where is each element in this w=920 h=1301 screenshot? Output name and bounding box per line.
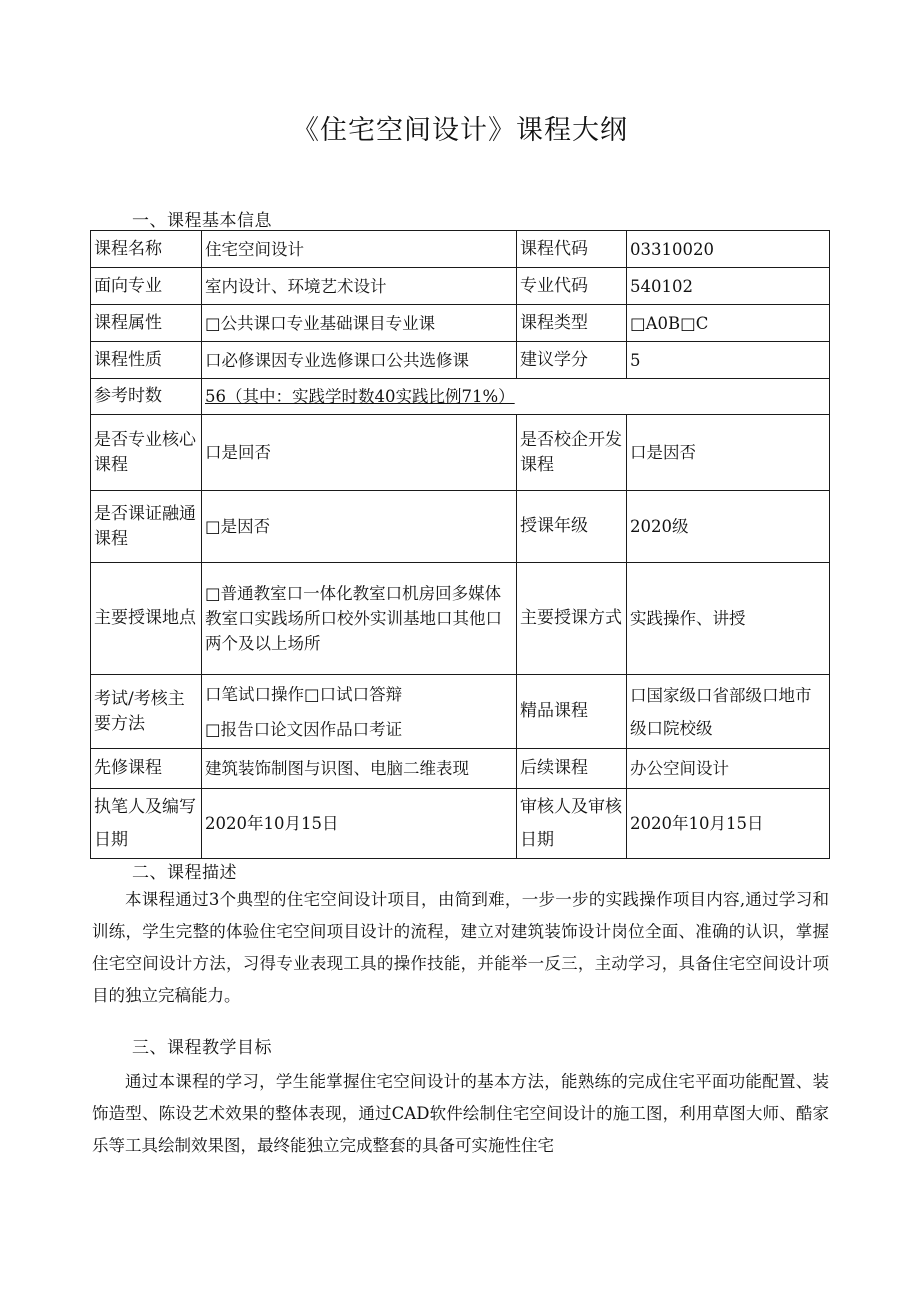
certificate-integration-value: □是因否 [202,491,517,563]
assessment-method-label: 考试/考核主要方法 [91,675,202,749]
course-attribute-value: □公共课口专业基础课目专业课 [202,305,517,342]
course-name-label: 课程名称 [91,231,202,268]
major-code-label: 专业代码 [517,268,627,305]
teaching-method-label: 主要授课方式 [517,563,627,675]
major-value: 室内设计、环境艺术设计 [202,268,517,305]
major-code-value: 540102 [627,268,830,305]
document-title: 《住宅空间设计》课程大纲 [292,115,628,146]
course-nature-label: 课程性质 [91,342,202,379]
follow-up-course-value: 办公空间设计 [627,749,830,789]
course-type-value: □A0B□C [627,305,830,342]
course-code-label: 课程代码 [517,231,627,268]
table-row [91,379,830,415]
assessment-method-cell [202,675,517,749]
credits-value: 5 [627,342,830,379]
course-description-paragraph: 本课程通过3个典型的住宅空间设计项目，由简到难，一步一步的实践操作项目内容,通过学习和训练，学生完整的体验住宅空间项目设计的流程，建立对建筑装饰设计岗位全面、准确的认识，掌握住宅空间设计方法，习得专业表现工具的操作技能，并能举一反三，主动学习，具备住宅空间设计项目的独立完稿能力。 [92,890,829,1005]
table-row [91,342,830,379]
reviewer-date-value: 2020年10月15日 [627,789,830,859]
assessment-method-line-2: □报告口论文因作品口考证 [205,719,403,739]
reference-hours-value: 56（其中：实践学时数40实践比例71%） [205,387,515,406]
reviewer-label: 审核人及审核日期 [517,789,627,859]
author-date-value: 2020年10月15日 [202,789,517,859]
section-heading-course-description: 二、课程描述 [132,863,237,883]
course-name-value: 住宅空间设计 [202,231,517,268]
table-row [91,789,830,859]
course-type-label: 课程类型 [517,305,627,342]
prerequisite-label: 先修课程 [91,749,202,789]
table-row [91,563,830,675]
course-info-table [90,230,830,859]
follow-up-course-label: 后续课程 [517,749,627,789]
teaching-method-value: 实践操作、讲授 [627,563,830,675]
core-course-label: 是否专业核心课程 [91,415,202,491]
assessment-method-line-1: 口笔试口操作□口试口答辩 [205,684,403,704]
quality-course-value: 口国家级口省部级口地市级口院校级 [627,675,830,749]
course-nature-value: 口必修课因专业选修课口公共选修课 [202,342,517,379]
grade-value: 2020级 [627,491,830,563]
section-heading-teaching-objectives: 三、课程教学目标 [132,1038,272,1058]
table-row [91,675,830,749]
course-code-value: 03310020 [627,231,830,268]
grade-label: 授课年级 [517,491,627,563]
table-row [91,491,830,563]
table-row [91,749,830,789]
reference-hours-label: 参考时数 [91,379,202,415]
school-enterprise-label: 是否校企开发课程 [517,415,627,491]
table-row [91,415,830,491]
prerequisite-value: 建筑装饰制图与识图、电脑二维表现 [202,749,517,789]
core-course-value: 口是回否 [202,415,517,491]
section-heading-basic-info: 一、课程基本信息 [132,211,272,231]
quality-course-label: 精品课程 [517,675,627,749]
certificate-integration-label: 是否课证融通课程 [91,491,202,563]
table-row [91,268,830,305]
reference-hours-cell [202,379,830,415]
author-label: 执笔人及编写日期 [91,789,202,859]
venue-value: □普通教室口一体化教室口机房回多媒体教室口实践场所口校外实训基地口其他口两个及以上场所 [202,563,517,675]
credits-label: 建议学分 [517,342,627,379]
table-row [91,231,830,268]
venue-label: 主要授课地点 [91,563,202,675]
major-label: 面向专业 [91,268,202,305]
teaching-objectives-paragraph: 通过本课程的学习，学生能掌握住宅空间设计的基本方法，能熟练的完成住宅平面功能配置、装饰造型、陈设艺术效果的整体表现，通过CAD软件绘制住宅空间设计的施工图，利用草图大师、酷家乐等工具绘制效果图，最终能独立完成整套的具备可实施性住宅 [92,1072,829,1155]
table-row [91,305,830,342]
course-attribute-label: 课程属性 [91,305,202,342]
school-enterprise-value: 口是因否 [627,415,830,491]
